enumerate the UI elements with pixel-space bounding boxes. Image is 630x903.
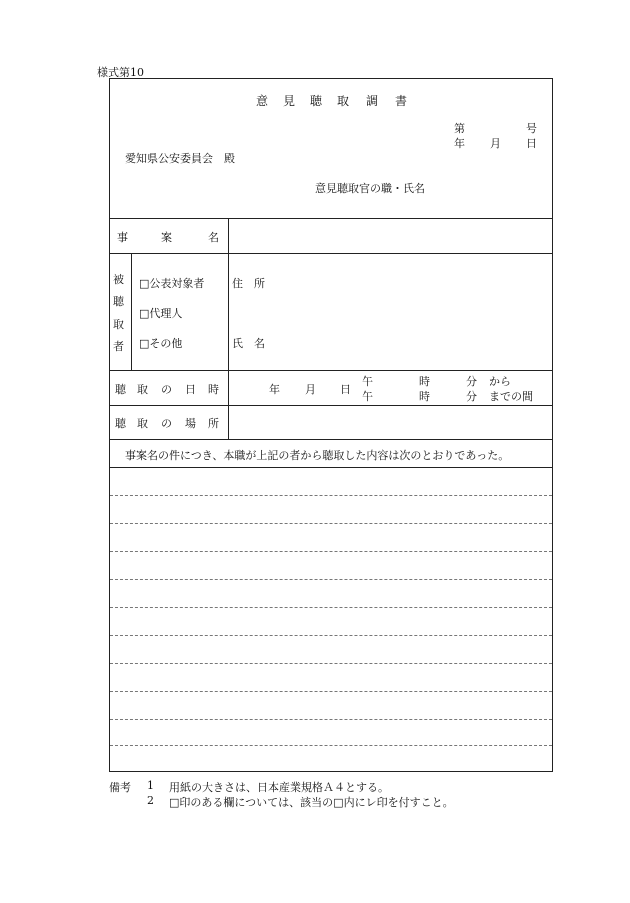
title-char: 意	[256, 94, 269, 108]
title-char: 見	[283, 94, 296, 108]
option-public-target[interactable]: □公表対象者	[139, 277, 205, 290]
date-year: 年	[454, 137, 465, 150]
addressee: 愛知県公安委員会 殿	[125, 152, 235, 165]
time-start-minute: 分	[466, 375, 477, 388]
place-label-char: 聴	[115, 417, 126, 430]
hearee-label-char: 被	[113, 273, 124, 286]
writing-line	[110, 551, 552, 552]
doc-number-go: 号	[526, 122, 537, 135]
time-start-period: 午	[362, 375, 373, 388]
column-divider	[228, 218, 229, 439]
date-month: 月	[490, 137, 501, 150]
place-label-char: 取	[137, 417, 148, 430]
place-label-char: 所	[208, 417, 219, 430]
form-number: 様式第10	[97, 66, 144, 79]
datetime-label-char: 日	[185, 383, 196, 396]
time-end-period: 午	[362, 390, 373, 403]
writing-line	[110, 745, 552, 746]
time-from: から	[489, 375, 511, 388]
divider	[109, 218, 553, 219]
place-label-char: の	[161, 417, 172, 430]
note-number: 2	[147, 794, 154, 807]
place-label-char: 場	[185, 417, 196, 430]
time-until: までの間	[489, 390, 533, 403]
divider	[109, 439, 553, 440]
note-text: 用紙の大きさは、日本産業規格Ａ４とする。	[169, 781, 389, 794]
title-char: 取	[337, 94, 350, 108]
divider	[109, 467, 553, 468]
writing-line	[110, 523, 552, 524]
title-char: 書	[395, 94, 408, 108]
datetime-label-char: 聴	[115, 383, 126, 396]
time-end-minute: 分	[466, 390, 477, 403]
divider	[109, 370, 553, 371]
name-label: 氏 名	[232, 337, 265, 350]
column-divider	[131, 253, 132, 370]
case-label-char: 事	[117, 231, 128, 244]
doc-number-dai: 第	[454, 122, 465, 135]
case-label-char: 名	[208, 231, 219, 244]
hearing-day: 日	[340, 383, 351, 396]
hearing-year: 年	[269, 383, 280, 396]
date-day: 日	[526, 137, 537, 150]
option-other[interactable]: □その他	[139, 337, 183, 350]
writing-line	[110, 719, 552, 720]
note-text: □印のある欄については、該当の□内にレ印を付すこと。	[169, 796, 454, 809]
divider	[109, 405, 553, 406]
hearing-month: 月	[305, 383, 316, 396]
address-label: 住 所	[232, 277, 265, 290]
option-agent[interactable]: □代理人	[139, 307, 183, 320]
case-label-char: 案	[161, 231, 172, 244]
time-start-hour: 時	[419, 375, 430, 388]
hearee-label-char: 者	[113, 340, 124, 353]
hearing-officer-label: 意見聴取官の職・氏名	[315, 182, 425, 195]
statement-text: 事案名の件につき、本職が上記の者から聴取した内容は次のとおりであった。	[125, 449, 510, 462]
time-end-hour: 時	[419, 390, 430, 403]
datetime-label-char: 取	[137, 383, 148, 396]
writing-line	[110, 495, 552, 496]
hearee-label-char: 取	[113, 318, 124, 331]
writing-line	[110, 607, 552, 608]
writing-line	[110, 663, 552, 664]
writing-line	[110, 691, 552, 692]
note-number: 1	[147, 779, 154, 792]
divider	[109, 253, 553, 254]
title-char: 調	[366, 94, 379, 108]
writing-line	[110, 635, 552, 636]
datetime-label-char: の	[161, 383, 172, 396]
datetime-label-char: 時	[208, 383, 219, 396]
title-char: 聴	[310, 94, 323, 108]
notes-heading: 備考	[109, 781, 131, 794]
writing-line	[110, 579, 552, 580]
hearee-label-char: 聴	[113, 295, 124, 308]
